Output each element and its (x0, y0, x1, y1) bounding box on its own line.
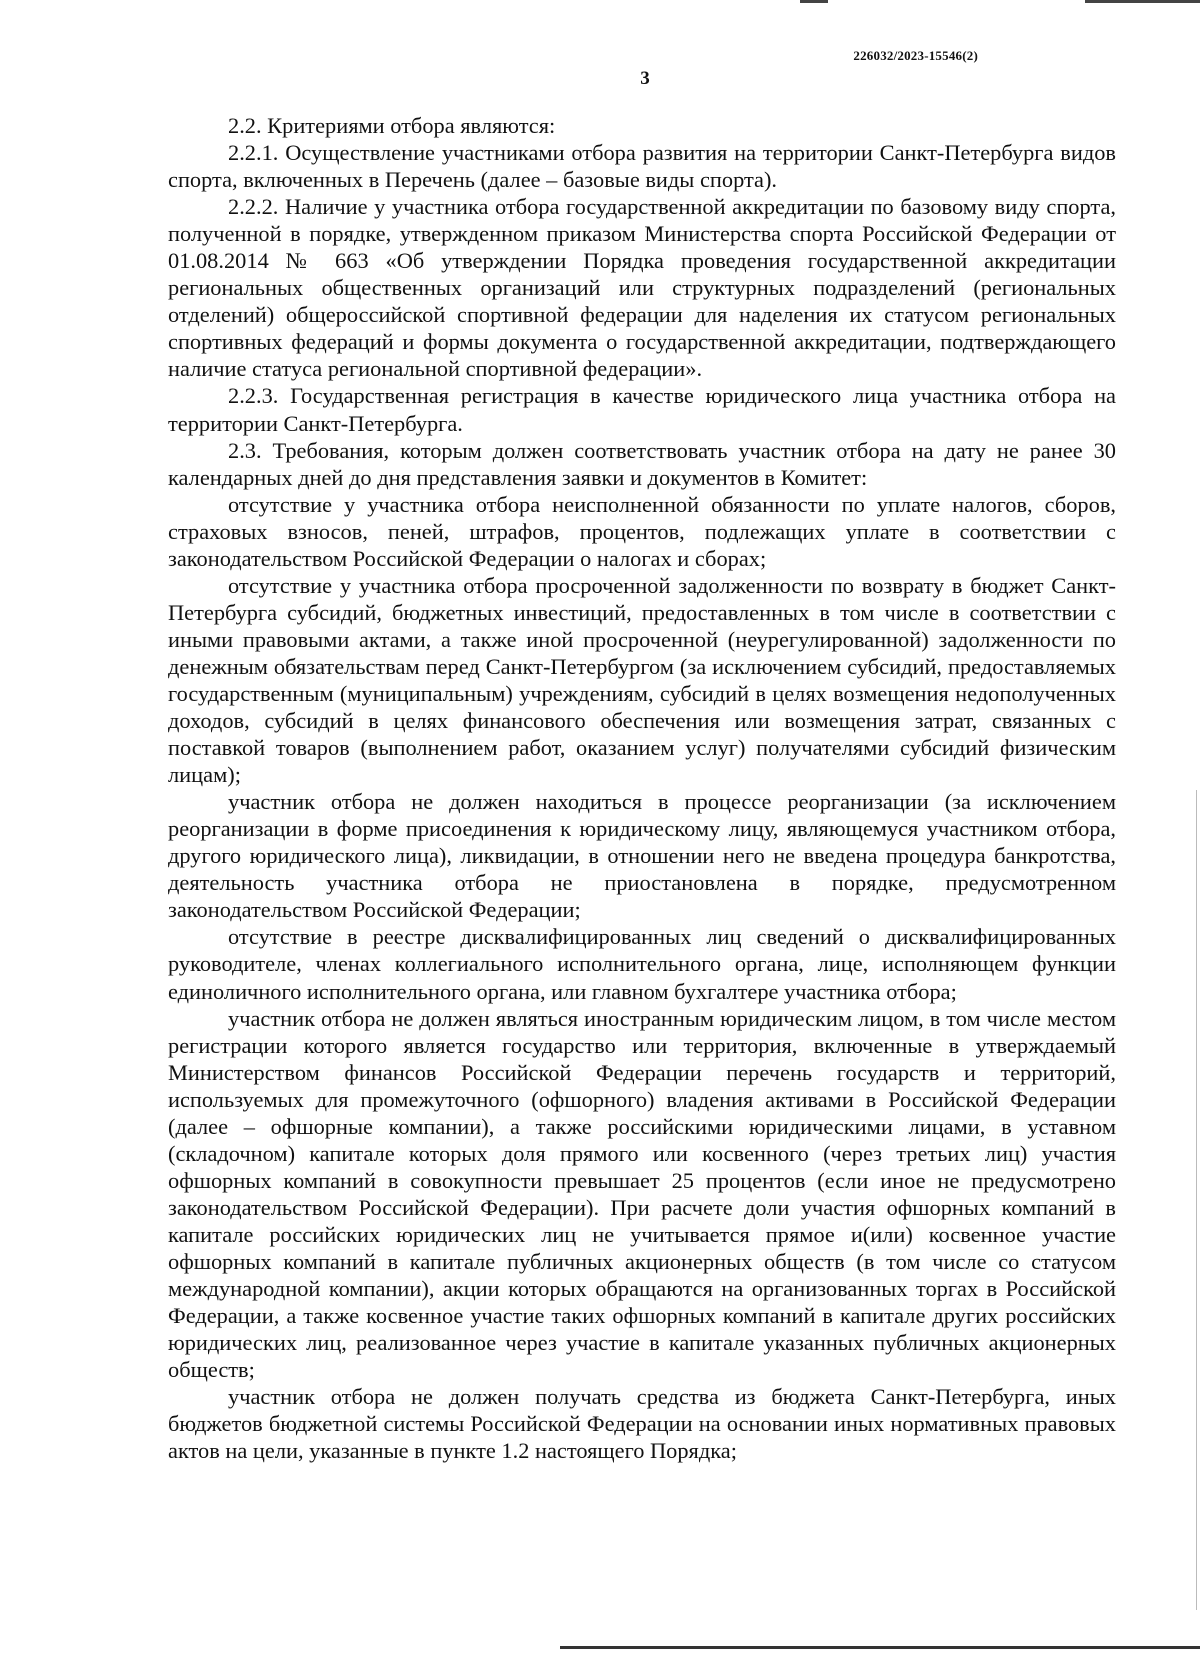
document-body (168, 112, 1116, 1464)
document-number: 226032/2023-15546(2) (853, 48, 978, 63)
paragraph: отсутствие в реестре дисквалифицированных лиц сведений о дисквалифицированных руководителе, членах коллегиального исполнительного органа, лице, исполняющем функции единоличного исполнительного органа, или главном бухгалтере участника отбора; (168, 924, 1116, 1004)
paragraph: 2.2.3. Государственная регистрация в качестве юридического лица участника отбора на территории Санкт-Петербурга. (168, 383, 1116, 436)
paragraph: участник отбора не должен являться иностранным юридическим лицом, в том числе местом регистрации которого является государство или территория, включенные в утверждаемый Министерством финансов Российской Федерации перечень государств и территорий, используемых для промежуточного (офшорного) владения активами в Российской Федерации (далее – офшорные компании), а также российскими юридическими лицами, в уставном (складочном) капитале которых доля прямого или косвенного (через третьих лиц) участия офшорных компаний в совокупности превышает 25 процентов (если иное не предусмотрено законодательством Российской Федерации). При расчете доли участия офшорных компаний в капитале российских юридических лиц не учитывается прямое и(или) косвенное участие офшорных компаний в капитале публичных акционерных обществ (в том числе со статусом международной компании), акции которых обращаются на организованных торгах в Российской Федерации, а также косвенное участие таких офшорных компаний в капитале других российских юридических лиц, реализованное через участие в капитале указанных публичных акционерных обществ; (168, 1005, 1116, 1383)
scan-bottom-line (560, 1646, 1200, 1649)
paragraph: 2.2.2. Наличие у участника отбора государственной аккредитации по базовому виду спорта, полученной в порядке, утвержденном приказом Министерства спорта Российской Федерации от 01.08.2014 № 663 «Об утверждении Порядка проведения государственной аккредитации региональных общественных организаций или структурных подразделений (региональных отделений) общероссийской спортивной федерации для наделения их статусом региональных спортивных федераций и формы документа о государственной аккредитации, подтверждающего наличие статуса региональной спортивной федерации». (168, 194, 1116, 382)
paragraph: отсутствие у участника отбора неисполненной обязанности по уплате налогов, сборов, страховых взносов, пеней, штрафов, процентов, подлежащих уплате в соответствии с законодательством Российской Федерации о налогах и сборах; (168, 491, 1116, 571)
paragraph: участник отбора не должен находиться в процессе реорганизации (за исключением реорганизации в форме присоединения к юридическому лицу, являющемуся участником отбора, другого юридического лица), ликвидации, в отношении него не введена процедура банкротства, деятельность участника отбора не приостановлена в порядке, предусмотренном законодательством Российской Федерации; (168, 789, 1116, 923)
scan-artifact-top (800, 0, 828, 3)
paragraph: отсутствие у участника отбора просроченной задолженности по возврату в бюджет Санкт-Петербурга субсидий, бюджетных инвестиций, предоставленных в том числе в соответствии с иными правовыми актами, а также иной просроченной (неурегулированной) задолженности по денежным обязательствам перед Санкт-Петербургом (за исключением субсидий, предоставляемых государственным (муниципальным) учреждениям, субсидий в целях возмещения недополученных доходов, субсидий в целях финансового обеспечения или возмещения затрат, связанных с поставкой товаров (выполнением работ, оказанием услуг) получателями субсидий физическим лицам); (168, 572, 1116, 788)
paragraph: 2.3. Требования, которым должен соответствовать участник отбора на дату не ранее 30 календарных дней до дня представления заявки и документов в Комитет: (168, 437, 1116, 490)
scan-artifact-top-right (1085, 0, 1200, 3)
paragraph: 2.2.1. Осуществление участниками отбора развития на территории Санкт-Петербурга видов спорта, включенных в Перечень (далее – базовые виды спорта). (168, 140, 1116, 193)
page-number: 3 (640, 68, 650, 89)
scan-edge-line (1196, 790, 1197, 1610)
paragraph: 2.2. Критериями отбора являются: (228, 113, 556, 138)
paragraph: участник отбора не должен получать средства из бюджета Санкт-Петербурга, иных бюджетов бюджетной системы Российской Федерации на основании иных нормативных правовых актов на цели, указанные в пункте 1.2 настоящего Порядка; (168, 1384, 1116, 1464)
